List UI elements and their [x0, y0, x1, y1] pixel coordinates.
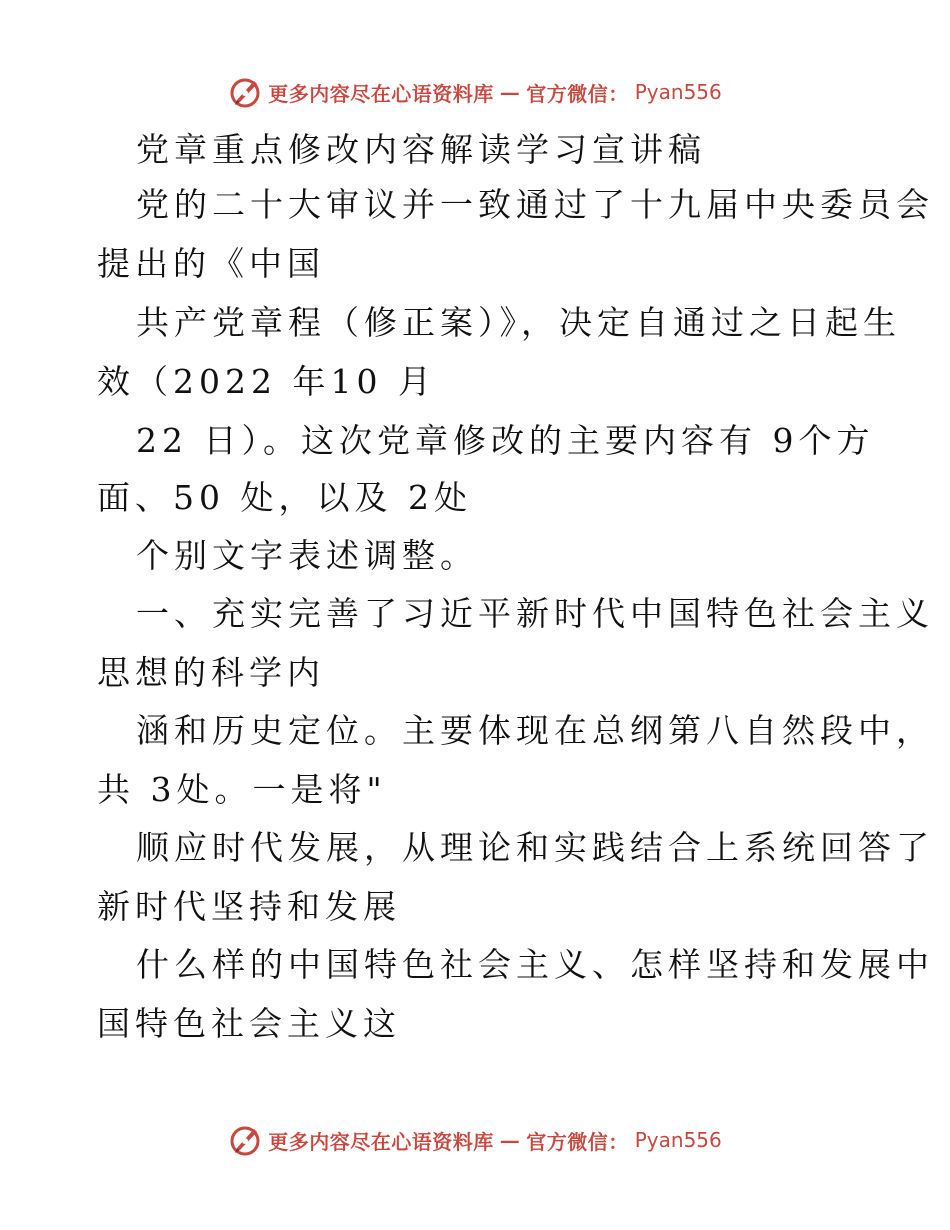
text-line: 共产党章程（修正案）》，决定自通过之日起生 — [136, 303, 901, 342]
text-line: 顺应时代发展，从理论和实践结合上系统回答了 — [136, 828, 934, 867]
watermark-wechat-label: 官方微信： — [526, 1129, 629, 1154]
text-line: 一、充实完善了习近平新时代中国特色社会主义 — [136, 594, 934, 633]
text-line: 22 日）。这次党章修改的主要内容有 9个方 — [136, 421, 875, 460]
text-line: 个别文字表述调整。 — [136, 536, 478, 575]
text-line: 思想的科学内 — [97, 653, 325, 692]
text-line: 共 3处。一是将" — [97, 770, 387, 809]
watermark-separator: — — [499, 1128, 521, 1152]
text-line: 国特色社会主义这 — [97, 1004, 401, 1043]
text-line: 面、50 处，以及 2处 — [97, 478, 472, 517]
header-watermark — [0, 72, 950, 112]
watermark-wechat-id: Pyan556 — [634, 1128, 722, 1152]
text-line: 效（2022 年10 月 — [97, 362, 436, 401]
quill-logo-icon — [228, 75, 262, 109]
watermark-wechat-label: 官方微信： — [526, 81, 629, 106]
watermark-site-text: 更多内容尽在心语资料库 — [268, 1129, 494, 1154]
watermark-separator: — — [499, 80, 521, 104]
text-line: 党的二十大审议并一致通过了十九届中央委员会 — [136, 185, 934, 224]
text-line: 提出的《中国 — [97, 244, 325, 283]
text-line: 新时代坚持和发展 — [97, 887, 401, 926]
watermark-site-text: 更多内容尽在心语资料库 — [268, 81, 494, 106]
document-title: 党章重点修改内容解读学习宣讲稿 — [136, 130, 706, 169]
quill-logo-icon — [228, 1123, 262, 1157]
watermark-wechat-id: Pyan556 — [634, 80, 722, 104]
text-line: 涵和历史定位。主要体现在总纲第八自然段中， — [136, 711, 934, 750]
footer-watermark — [0, 1120, 950, 1160]
text-line: 什么样的中国特色社会主义、怎样坚持和发展中 — [136, 945, 934, 984]
